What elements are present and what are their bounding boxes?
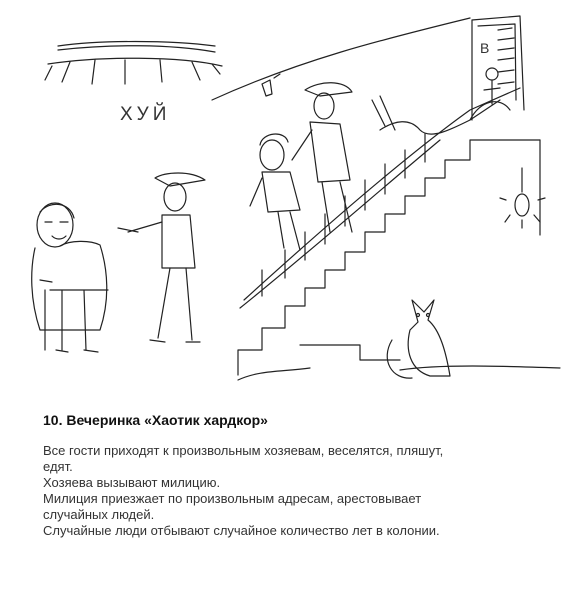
small-creature-drawing	[262, 74, 280, 96]
ceiling-lamp-drawing	[45, 42, 222, 85]
caption-line: Хозяева вызывают милицию.	[43, 475, 221, 490]
caption-block	[43, 412, 513, 539]
staircase-drawing	[212, 18, 560, 380]
caption-line: случайных людей.	[43, 507, 155, 522]
wall-graffiti-text: ХУЙ	[120, 104, 171, 125]
door-drawing	[472, 16, 524, 120]
caption-line: Случайные люди отбывают случайное количество лет в колонии.	[43, 523, 440, 538]
caption-line: едят.	[43, 459, 73, 474]
guest-with-cap-drawing	[250, 134, 300, 250]
granny-drawing	[32, 203, 108, 352]
light-bulb-drawing	[500, 168, 545, 228]
policeman-stairs-drawing	[292, 83, 352, 232]
caption-title: 10. Вечеринка «Хаотик хардкор»	[43, 412, 268, 428]
caption-line: Милиция приезжает по произвольным адресам, арестовывает	[43, 491, 422, 506]
door-letter: В	[480, 40, 490, 56]
policeman-left-drawing	[118, 173, 205, 342]
caption-line: Все гости приходят к произвольным хозяевам, веселятся, пляшут,	[43, 443, 444, 458]
